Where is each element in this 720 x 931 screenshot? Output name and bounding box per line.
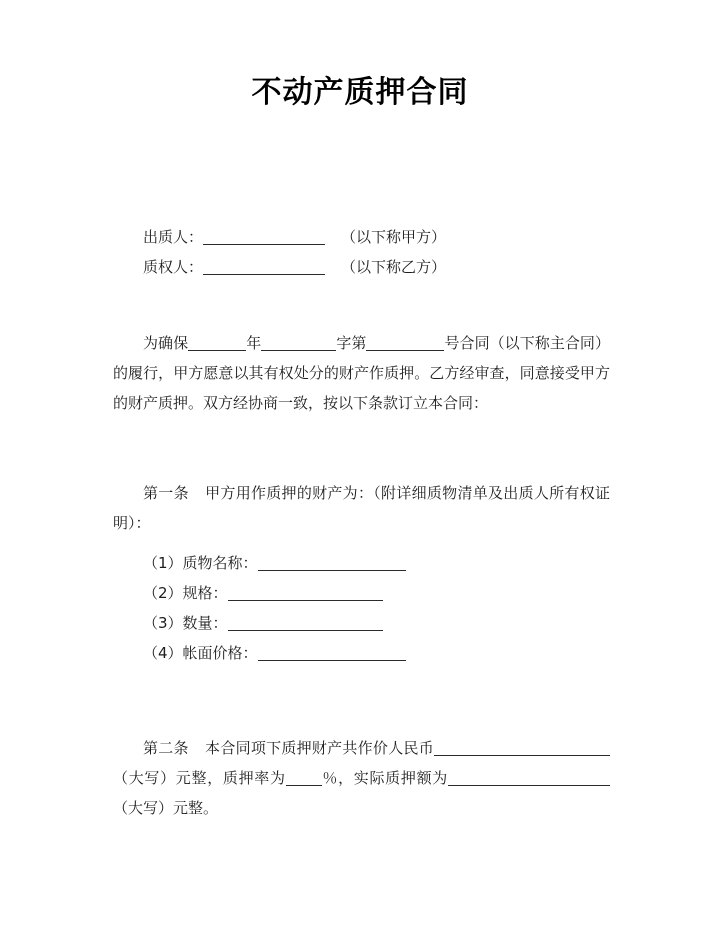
item-3-label: 数量： bbox=[182, 614, 228, 632]
parties-section bbox=[113, 222, 610, 282]
item-4-value-blank[interactable] bbox=[258, 644, 406, 661]
item-1-index: （1） bbox=[143, 554, 183, 572]
preamble-seg1: 为确保 bbox=[143, 334, 189, 352]
document-title: 不动产质押合同 bbox=[251, 75, 469, 110]
article-one-paragraph bbox=[113, 478, 610, 538]
item-4-label: 帐面价格： bbox=[182, 644, 258, 662]
item-2-label: 规格： bbox=[182, 584, 228, 602]
item-1-value-blank[interactable] bbox=[258, 554, 406, 571]
article-two-number: 第二条 bbox=[143, 739, 189, 757]
article-two-seg3: ％，实际质押额为 bbox=[321, 769, 448, 787]
list-item bbox=[113, 548, 610, 578]
article-two-paragraph bbox=[113, 733, 610, 823]
actual-pledge-amount-blank[interactable] bbox=[448, 769, 610, 786]
preamble-paragraph bbox=[113, 328, 610, 418]
article-two-seg4: （大写）元整。 bbox=[113, 799, 219, 817]
pledgor-suffix: （以下称甲方） bbox=[341, 228, 447, 246]
item-2-value-blank[interactable] bbox=[228, 584, 383, 601]
list-item bbox=[113, 638, 610, 668]
preamble-seg2: 年 bbox=[246, 334, 262, 352]
item-3-value-blank[interactable] bbox=[228, 614, 383, 631]
article-two-seg1: 本合同项下质押财产共作价人民币 bbox=[204, 739, 434, 757]
party-row-pledgee bbox=[113, 252, 610, 282]
pledgee-label: 质权人： bbox=[143, 258, 204, 276]
list-item bbox=[113, 608, 610, 638]
pledged-property-list bbox=[113, 548, 610, 668]
item-1-label: 质物名称： bbox=[182, 554, 258, 572]
list-item bbox=[113, 578, 610, 608]
contract-year-blank[interactable] bbox=[188, 334, 246, 351]
pledgor-label: 出质人： bbox=[143, 228, 204, 246]
preamble-section bbox=[113, 328, 610, 418]
pledgor-name-blank[interactable] bbox=[203, 228, 325, 245]
contract-word-blank[interactable] bbox=[261, 334, 336, 351]
preamble-seg3: 字第 bbox=[336, 334, 367, 352]
item-2-index: （2） bbox=[143, 584, 183, 602]
article-two-seg2: （大写）元整，质押率为 bbox=[113, 769, 286, 787]
pledgee-name-blank[interactable] bbox=[203, 258, 325, 275]
article-one-section bbox=[113, 478, 610, 538]
pledge-rate-blank[interactable] bbox=[286, 769, 322, 786]
article-two-section bbox=[113, 733, 610, 823]
article-one-text: 甲方用作质押的财产为：（附详细质物清单及出质人所有权证明）： bbox=[113, 484, 610, 532]
item-3-index: （3） bbox=[143, 614, 183, 632]
article-one-number: 第一条 bbox=[143, 484, 189, 502]
party-row-pledgor bbox=[113, 222, 610, 252]
preamble-seg4: 号合同（以下称主合同）的履行，甲方愿意以其有权处分的财产作质押。乙方经审查，同意接受甲方的财产质押。双方经协商一致，按以下条款订立本合同： bbox=[113, 334, 610, 412]
contract-number-blank[interactable] bbox=[366, 334, 444, 351]
total-value-blank[interactable] bbox=[434, 739, 610, 756]
item-4-index: （4） bbox=[143, 644, 183, 662]
pledgee-suffix: （以下称乙方） bbox=[341, 258, 447, 276]
